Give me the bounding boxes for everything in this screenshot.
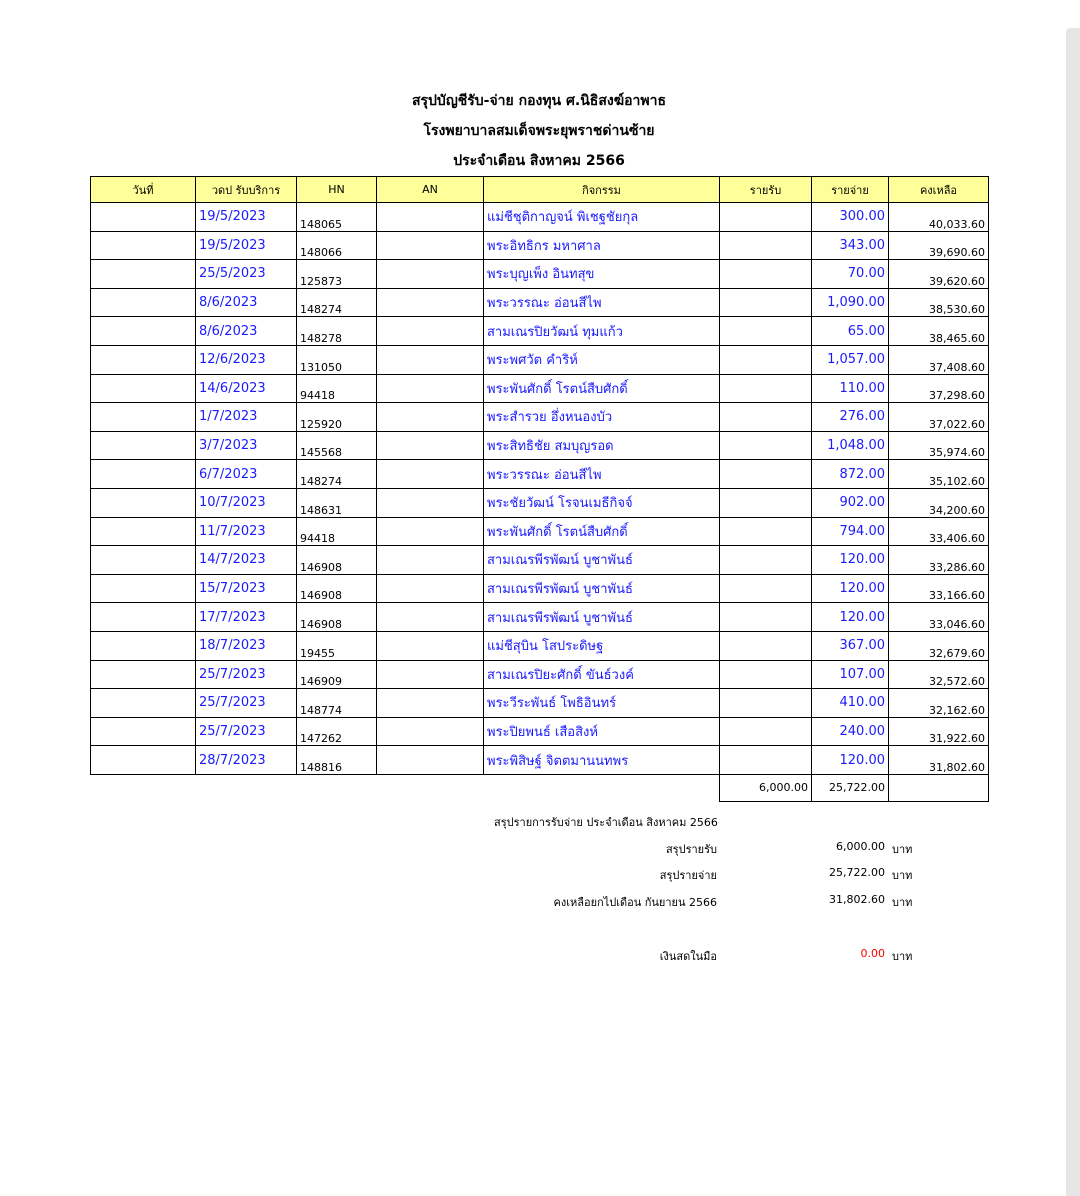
summary-expense-label: สรุปรายจ่าย — [659, 869, 717, 882]
cell-hn: 148816 — [297, 746, 377, 775]
summary-cash-unit: บาท — [892, 950, 913, 963]
cell-activity: พระพันศักดิ์ โรตน์สืบศักดิ์ — [484, 374, 720, 403]
cell-hn: 146909 — [297, 660, 377, 689]
cell-expense: 872.00 — [812, 460, 889, 489]
cell-day — [91, 260, 196, 289]
cell-income — [720, 431, 812, 460]
table-row — [91, 689, 989, 718]
cell-service-date: 11/7/2023 — [196, 517, 297, 546]
cell-balance: 31,802.60 — [889, 746, 989, 775]
cell-activity: พระวรรณะ อ่อนสีไพ — [484, 288, 720, 317]
cell-service-date: 25/7/2023 — [196, 689, 297, 718]
cell-service-date: 6/7/2023 — [196, 460, 297, 489]
cell-expense: 1,048.00 — [812, 431, 889, 460]
col-header-hn: HN — [297, 177, 377, 203]
cell-activity: พระอิทธิกร มหาศาล — [484, 231, 720, 260]
summary-income-unit: บาท — [892, 843, 913, 856]
cell-day — [91, 431, 196, 460]
table-row — [91, 717, 989, 746]
table-row — [91, 546, 989, 575]
table-row — [91, 746, 989, 775]
cell-hn: 146908 — [297, 603, 377, 632]
cell-day — [91, 317, 196, 346]
cell-hn: 148278 — [297, 317, 377, 346]
cell-an — [377, 488, 484, 517]
cell-income — [720, 574, 812, 603]
cell-income — [720, 288, 812, 317]
cell-expense: 107.00 — [812, 660, 889, 689]
cell-income — [720, 488, 812, 517]
cell-expense: 300.00 — [812, 203, 889, 232]
col-header-expense: รายจ่าย — [812, 177, 889, 203]
cell-hn: 148631 — [297, 488, 377, 517]
cell-income — [720, 660, 812, 689]
totals-spacer — [91, 774, 720, 801]
cell-income — [720, 631, 812, 660]
cell-service-date: 17/7/2023 — [196, 603, 297, 632]
cell-balance: 32,162.60 — [889, 689, 989, 718]
cell-expense: 65.00 — [812, 317, 889, 346]
cell-expense: 1,090.00 — [812, 288, 889, 317]
col-header-income: รายรับ — [720, 177, 812, 203]
cell-an — [377, 203, 484, 232]
cell-activity: พระพศวัต คำริห์ — [484, 345, 720, 374]
cell-hn: 145568 — [297, 431, 377, 460]
table-row — [91, 431, 989, 460]
cell-activity: พระชัยวัฒน์ โรจนเมธีกิจจ์ — [484, 488, 720, 517]
table-row — [91, 231, 989, 260]
totals-row — [91, 774, 989, 801]
cell-balance: 37,408.60 — [889, 345, 989, 374]
cell-an — [377, 231, 484, 260]
cell-day — [91, 546, 196, 575]
cell-day — [91, 345, 196, 374]
cell-day — [91, 689, 196, 718]
cell-service-date: 18/7/2023 — [196, 631, 297, 660]
table-row — [91, 574, 989, 603]
summary-income-label: สรุปรายรับ — [665, 843, 717, 856]
cell-an — [377, 574, 484, 603]
cell-expense: 343.00 — [812, 231, 889, 260]
cell-expense: 70.00 — [812, 260, 889, 289]
cell-expense: 110.00 — [812, 374, 889, 403]
cell-income — [720, 203, 812, 232]
cell-balance: 39,690.60 — [889, 231, 989, 260]
cell-service-date: 28/7/2023 — [196, 746, 297, 775]
summary-cash-value: 0.00 — [860, 947, 885, 960]
cell-balance: 32,572.60 — [889, 660, 989, 689]
cell-day — [91, 517, 196, 546]
cell-an — [377, 374, 484, 403]
cell-day — [91, 488, 196, 517]
cell-hn: 146908 — [297, 574, 377, 603]
cell-service-date: 14/6/2023 — [196, 374, 297, 403]
cell-activity: พระสำรวย อึ่งหนองบัว — [484, 403, 720, 432]
table-row — [91, 260, 989, 289]
cell-balance: 32,679.60 — [889, 631, 989, 660]
table-row — [91, 603, 989, 632]
cell-income — [720, 345, 812, 374]
cell-income — [720, 374, 812, 403]
col-header-activity: กิจกรรม — [484, 177, 720, 203]
cell-activity: พระปิยพนธ์ เสือสิงห์ — [484, 717, 720, 746]
cell-hn: 147262 — [297, 717, 377, 746]
summary-heading: สรุปรายการรับจ่าย ประจำเดือน สิงหาคม 2566 — [494, 816, 718, 829]
cell-income — [720, 603, 812, 632]
cell-service-date: 10/7/2023 — [196, 488, 297, 517]
cell-hn: 94418 — [297, 517, 377, 546]
cell-day — [91, 746, 196, 775]
cell-an — [377, 317, 484, 346]
cell-income — [720, 689, 812, 718]
cell-hn: 146908 — [297, 546, 377, 575]
cell-an — [377, 660, 484, 689]
cell-balance: 33,046.60 — [889, 603, 989, 632]
report-title-block — [90, 86, 988, 176]
table-row — [91, 288, 989, 317]
cell-day — [91, 574, 196, 603]
cell-expense: 1,057.00 — [812, 345, 889, 374]
cell-day — [91, 231, 196, 260]
cell-an — [377, 546, 484, 575]
table-row — [91, 517, 989, 546]
cell-an — [377, 746, 484, 775]
cell-expense: 367.00 — [812, 631, 889, 660]
summary-carry-label: คงเหลือยกไปเดือน กันยายน 2566 — [553, 896, 717, 909]
cell-hn: 148065 — [297, 203, 377, 232]
cell-activity: พระพิสิษฐ์ จิตตมานนทพร — [484, 746, 720, 775]
table-row — [91, 631, 989, 660]
cell-hn: 19455 — [297, 631, 377, 660]
cell-an — [377, 460, 484, 489]
cell-day — [91, 288, 196, 317]
cell-activity: พระวรรณะ อ่อนสีไพ — [484, 460, 720, 489]
cell-activity: พระพันศักดิ์ โรตน์สืบศักดิ์ — [484, 517, 720, 546]
cell-service-date: 25/7/2023 — [196, 717, 297, 746]
cell-service-date: 19/5/2023 — [196, 203, 297, 232]
col-header-day: วันที่ — [91, 177, 196, 203]
cell-balance: 35,102.60 — [889, 460, 989, 489]
cell-balance: 34,200.60 — [889, 488, 989, 517]
report-period: ประจำเดือน สิงหาคม 2566 — [453, 153, 625, 169]
col-header-balance: คงเหลือ — [889, 177, 989, 203]
cell-balance: 38,465.60 — [889, 317, 989, 346]
header-row — [91, 177, 989, 203]
cell-day — [91, 603, 196, 632]
table-row — [91, 374, 989, 403]
cell-activity: สามเณรพีรพัฒน์ บูชาพันธ์ — [484, 546, 720, 575]
cell-service-date: 12/6/2023 — [196, 345, 297, 374]
ledger-table — [90, 176, 989, 802]
cell-balance: 40,033.60 — [889, 203, 989, 232]
summary-carry-value: 31,802.60 — [829, 893, 885, 906]
cell-balance: 31,922.60 — [889, 717, 989, 746]
cell-activity: พระบุญเพ็ง อินทสุข — [484, 260, 720, 289]
cell-expense: 276.00 — [812, 403, 889, 432]
cell-income — [720, 317, 812, 346]
cell-an — [377, 431, 484, 460]
cell-activity: พระสิทธิชัย สมบุญรอด — [484, 431, 720, 460]
cell-expense: 410.00 — [812, 689, 889, 718]
cell-service-date: 25/5/2023 — [196, 260, 297, 289]
scrollbar[interactable] — [1066, 28, 1080, 1196]
cell-income — [720, 546, 812, 575]
cell-expense: 120.00 — [812, 746, 889, 775]
table-row — [91, 345, 989, 374]
table-row — [91, 203, 989, 232]
table-row — [91, 660, 989, 689]
cell-income — [720, 717, 812, 746]
cell-service-date: 15/7/2023 — [196, 574, 297, 603]
cell-expense: 120.00 — [812, 546, 889, 575]
cell-day — [91, 374, 196, 403]
cell-day — [91, 717, 196, 746]
table-row — [91, 460, 989, 489]
cell-service-date: 19/5/2023 — [196, 231, 297, 260]
cell-expense: 240.00 — [812, 717, 889, 746]
cell-income — [720, 746, 812, 775]
cell-day — [91, 203, 196, 232]
cell-activity: สามเณรพีรพัฒน์ บูชาพันธ์ — [484, 603, 720, 632]
cell-an — [377, 288, 484, 317]
cell-income — [720, 403, 812, 432]
cell-balance: 38,530.60 — [889, 288, 989, 317]
cell-balance: 33,166.60 — [889, 574, 989, 603]
cell-service-date: 3/7/2023 — [196, 431, 297, 460]
total-income: 6,000.00 — [720, 774, 812, 801]
cell-an — [377, 689, 484, 718]
col-header-an: AN — [377, 177, 484, 203]
cell-balance: 33,406.60 — [889, 517, 989, 546]
cell-day — [91, 460, 196, 489]
cell-an — [377, 403, 484, 432]
cell-hn: 148274 — [297, 288, 377, 317]
cell-balance: 33,286.60 — [889, 546, 989, 575]
summary-expense-value: 25,722.00 — [829, 866, 885, 879]
cell-income — [720, 460, 812, 489]
cell-an — [377, 631, 484, 660]
cell-hn: 125920 — [297, 403, 377, 432]
cell-an — [377, 717, 484, 746]
cell-hn: 148774 — [297, 689, 377, 718]
cell-income — [720, 260, 812, 289]
table-row — [91, 403, 989, 432]
cell-income — [720, 231, 812, 260]
cell-service-date: 25/7/2023 — [196, 660, 297, 689]
table-row — [91, 488, 989, 517]
cell-day — [91, 403, 196, 432]
cell-balance: 35,974.60 — [889, 431, 989, 460]
cell-expense: 902.00 — [812, 488, 889, 517]
report-title: สรุปบัญชีรับ-จ่าย กองทุน ศ.นิธิสงฆ์อาพาธ — [411, 93, 667, 109]
summary-cash-label: เงินสดในมือ — [659, 950, 717, 963]
cell-an — [377, 517, 484, 546]
summary-carry-unit: บาท — [892, 896, 913, 909]
cell-an — [377, 345, 484, 374]
cell-activity: พระวีระพันธ์ โพธิอินทร์ — [484, 689, 720, 718]
cell-service-date: 14/7/2023 — [196, 546, 297, 575]
cell-activity: สามเณรปิยะศักดิ์ ขันธ์วงค์ — [484, 660, 720, 689]
table-row — [91, 317, 989, 346]
cell-balance: 39,620.60 — [889, 260, 989, 289]
summary-income-value: 6,000.00 — [836, 840, 885, 853]
hospital-name: โรงพยาบาลสมเด็จพระยุพราชด่านซ้าย — [423, 123, 655, 139]
cell-service-date: 8/6/2023 — [196, 288, 297, 317]
cell-hn: 94418 — [297, 374, 377, 403]
cell-expense: 120.00 — [812, 574, 889, 603]
cell-activity: สามเณรพีรพัฒน์ บูชาพันธ์ — [484, 574, 720, 603]
cell-day — [91, 631, 196, 660]
cell-balance: 37,022.60 — [889, 403, 989, 432]
cell-activity: สามเณรปิยวัฒน์ ทุมแก้ว — [484, 317, 720, 346]
ledger-body — [91, 203, 989, 775]
cell-balance: 37,298.60 — [889, 374, 989, 403]
cell-an — [377, 603, 484, 632]
cell-service-date: 1/7/2023 — [196, 403, 297, 432]
cell-expense: 120.00 — [812, 603, 889, 632]
total-expense: 25,722.00 — [812, 774, 889, 801]
cell-hn: 148066 — [297, 231, 377, 260]
cell-expense: 794.00 — [812, 517, 889, 546]
cell-income — [720, 517, 812, 546]
cell-an — [377, 260, 484, 289]
cell-hn: 131050 — [297, 345, 377, 374]
cell-service-date: 8/6/2023 — [196, 317, 297, 346]
col-header-service-date: วดป รับบริการ — [196, 177, 297, 203]
cell-activity: แม่ชีสุบิน โสประดิษฐ — [484, 631, 720, 660]
cell-hn: 148274 — [297, 460, 377, 489]
summary-expense-unit: บาท — [892, 869, 913, 882]
cell-day — [91, 660, 196, 689]
cell-hn: 125873 — [297, 260, 377, 289]
cell-activity: แม่ชีชุติกาญจน์ พิเชฐชัยกุล — [484, 203, 720, 232]
total-balance — [889, 774, 989, 801]
